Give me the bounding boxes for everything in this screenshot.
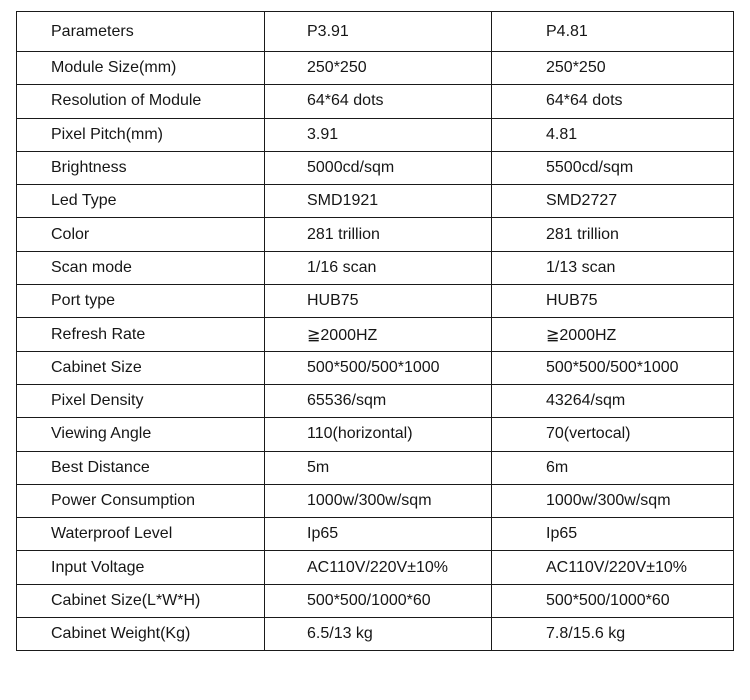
table-row (17, 384, 734, 417)
table-row (17, 418, 734, 451)
header-cell-p391: P3.91 (265, 12, 492, 52)
table-row (17, 218, 734, 251)
p481-value-cell: 4.81 (492, 118, 734, 151)
table-row (17, 85, 734, 118)
header-cell-parameters: Parameters (17, 12, 265, 52)
parameter-cell: Port type (17, 285, 265, 318)
table-row (17, 484, 734, 517)
p481-value-cell: 43264/sqm (492, 384, 734, 417)
p481-value-cell: 250*250 (492, 52, 734, 85)
p391-value-cell: 250*250 (265, 52, 492, 85)
table-row (17, 318, 734, 351)
parameter-cell: Cabinet Size (17, 351, 265, 384)
table-row (17, 551, 734, 584)
table-row (17, 351, 734, 384)
table-row (17, 185, 734, 218)
p481-value-cell: HUB75 (492, 285, 734, 318)
parameter-cell: Pixel Density (17, 384, 265, 417)
table-row (17, 618, 734, 651)
p481-value-cell: ≧2000HZ (492, 318, 734, 351)
p481-value-cell: 6m (492, 451, 734, 484)
parameter-cell: Refresh Rate (17, 318, 265, 351)
p391-value-cell: ≧2000HZ (265, 318, 492, 351)
p481-value-cell: AC110V/220V±10% (492, 551, 734, 584)
p481-value-cell: 500*500/500*1000 (492, 351, 734, 384)
p481-value-cell: 1000w/300w/sqm (492, 484, 734, 517)
parameter-cell: Brightness (17, 151, 265, 184)
p391-value-cell: 64*64 dots (265, 85, 492, 118)
p391-value-cell: 65536/sqm (265, 384, 492, 417)
p391-value-cell: HUB75 (265, 285, 492, 318)
p481-value-cell: 5500cd/sqm (492, 151, 734, 184)
p481-value-cell: Ip65 (492, 518, 734, 551)
parameter-cell: Pixel Pitch(mm) (17, 118, 265, 151)
header-cell-p481: P4.81 (492, 12, 734, 52)
p481-value-cell: 281 trillion (492, 218, 734, 251)
p391-value-cell: 281 trillion (265, 218, 492, 251)
p391-value-cell: 5m (265, 451, 492, 484)
parameter-cell: Power Consumption (17, 484, 265, 517)
p481-value-cell: 7.8/15.6 kg (492, 618, 734, 651)
table-row (17, 52, 734, 85)
p481-value-cell: 70(vertocal) (492, 418, 734, 451)
p481-value-cell: 1/13 scan (492, 251, 734, 284)
p391-value-cell: 500*500/1000*60 (265, 584, 492, 617)
p481-value-cell: 500*500/1000*60 (492, 584, 734, 617)
parameter-cell: Waterproof Level (17, 518, 265, 551)
parameter-cell: Viewing Angle (17, 418, 265, 451)
parameter-cell: Scan mode (17, 251, 265, 284)
parameter-cell: Led Type (17, 185, 265, 218)
parameter-cell: Best Distance (17, 451, 265, 484)
parameter-cell: Module Size(mm) (17, 52, 265, 85)
p391-value-cell: AC110V/220V±10% (265, 551, 492, 584)
table-row (17, 584, 734, 617)
parameter-cell: Input Voltage (17, 551, 265, 584)
p391-value-cell: SMD1921 (265, 185, 492, 218)
p391-value-cell: 6.5/13 kg (265, 618, 492, 651)
p481-value-cell: 64*64 dots (492, 85, 734, 118)
p391-value-cell: 110(horizontal) (265, 418, 492, 451)
p391-value-cell: 3.91 (265, 118, 492, 151)
parameter-cell: Cabinet Weight(Kg) (17, 618, 265, 651)
table-header-row (17, 12, 734, 52)
p391-value-cell: 1000w/300w/sqm (265, 484, 492, 517)
table-row (17, 518, 734, 551)
p391-value-cell: Ip65 (265, 518, 492, 551)
parameter-cell: Color (17, 218, 265, 251)
table-row (17, 251, 734, 284)
parameter-cell: Resolution of Module (17, 85, 265, 118)
table-row (17, 118, 734, 151)
table-row (17, 451, 734, 484)
table-row (17, 151, 734, 184)
p391-value-cell: 500*500/500*1000 (265, 351, 492, 384)
specifications-table (16, 11, 734, 651)
p391-value-cell: 5000cd/sqm (265, 151, 492, 184)
p481-value-cell: SMD2727 (492, 185, 734, 218)
p391-value-cell: 1/16 scan (265, 251, 492, 284)
table-row (17, 285, 734, 318)
parameter-cell: Cabinet Size(L*W*H) (17, 584, 265, 617)
